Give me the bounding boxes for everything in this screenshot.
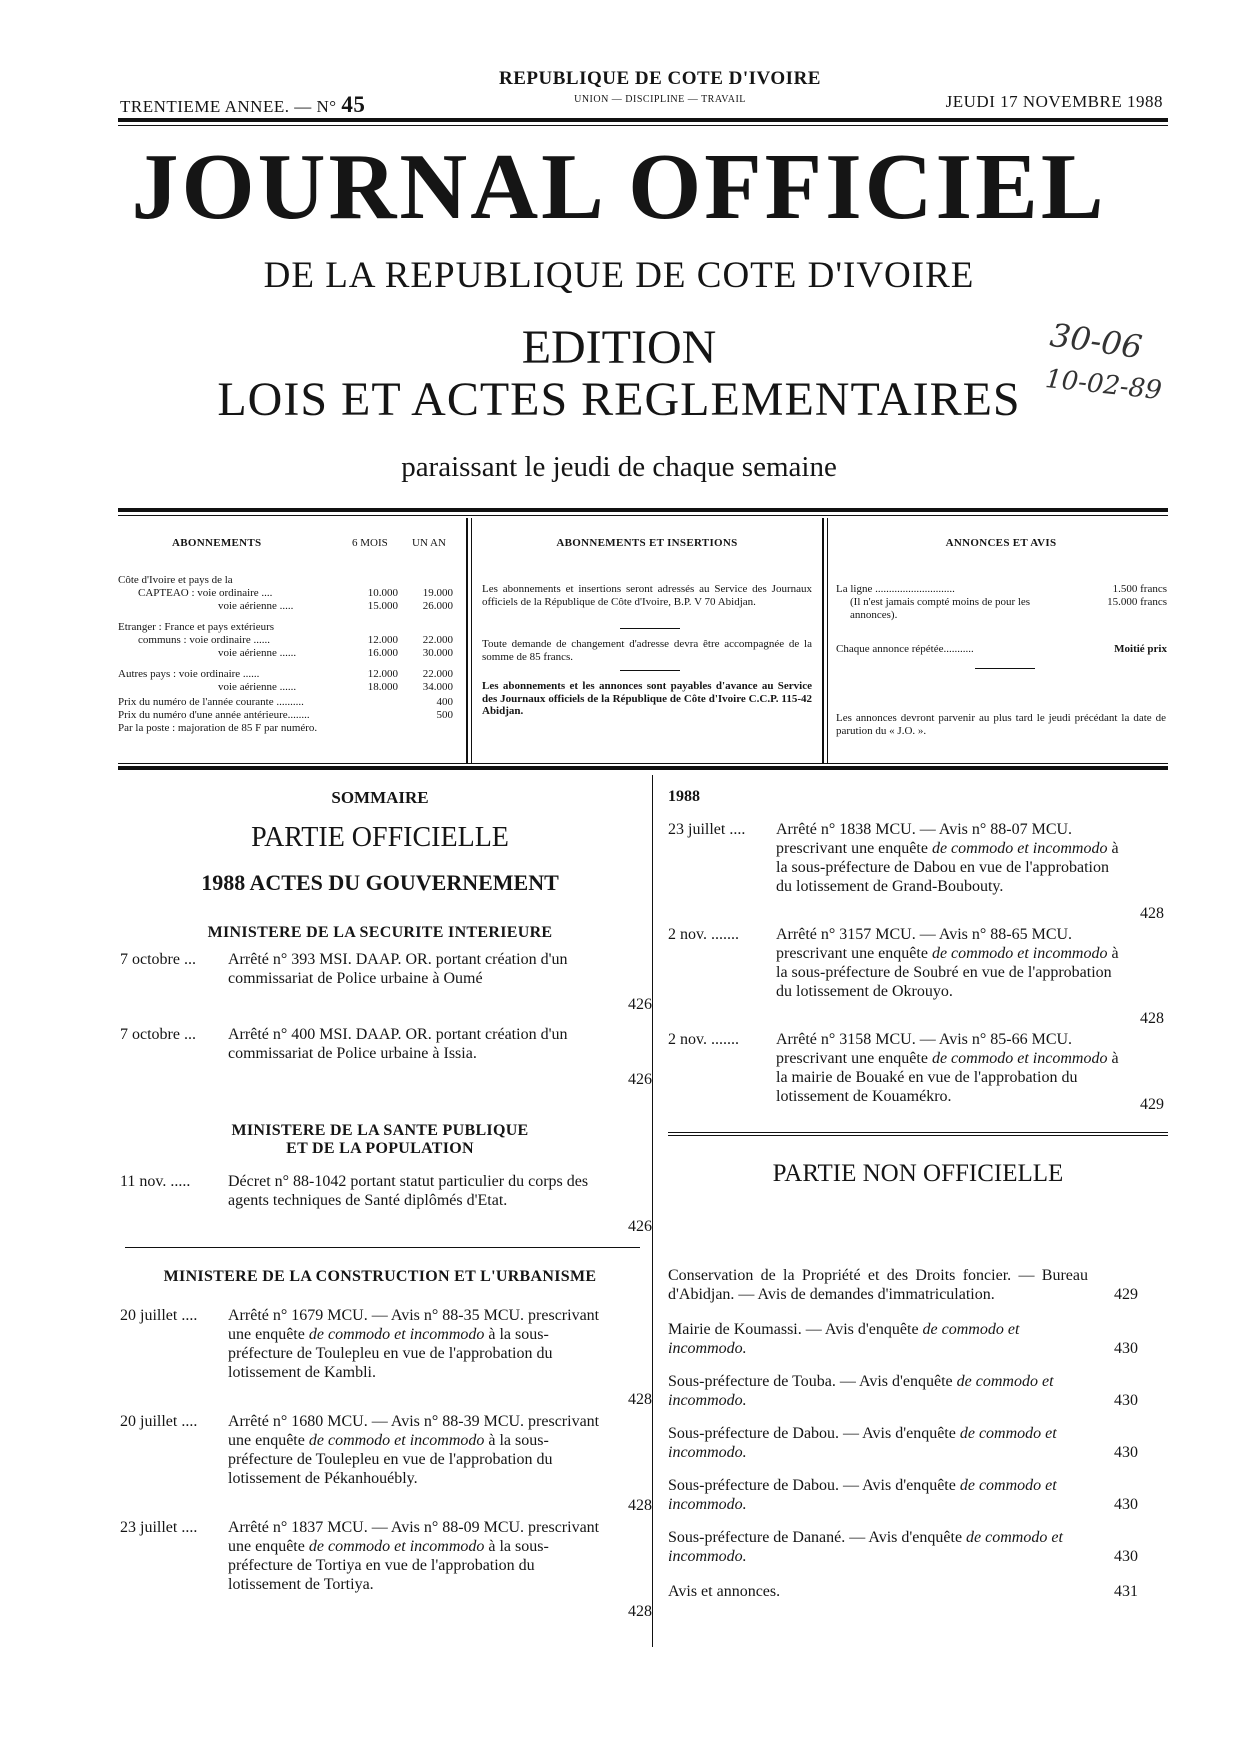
- subscription-price-1y: 26.000: [422, 600, 453, 612]
- list-item: Conservation de la Propriété et des Droits foncier. — Bureau d'Abidjan. — Avis de demandes d'immatriculation. 429: [668, 1267, 1138, 1303]
- handwritten-note: 30-06: [1047, 315, 1145, 367]
- subscription-label: voie aérienne ......: [218, 681, 297, 693]
- subscription-price-1y: 22.000: [422, 668, 453, 680]
- partie-separator: [668, 1132, 1168, 1133]
- subscription-price-1y: 30.000: [422, 647, 453, 659]
- masthead-rule-thin: [118, 125, 1168, 126]
- ministry-construction-heading: MINISTERE DE LA CONSTRUCTION ET L'URBANISME: [163, 1268, 597, 1285]
- journal-title: JOURNAL OFFICIEL: [131, 135, 1107, 239]
- annonces-heading: ANNONCES ET AVIS: [945, 537, 1057, 549]
- line-price: 1.500 francs: [1112, 583, 1167, 595]
- repeat-price: Moitié prix: [1114, 643, 1167, 655]
- subscription-price-6m: 12.000: [367, 668, 398, 680]
- subscription-label: Autres pays : voie ordinaire ......: [118, 668, 260, 680]
- insertions-address-change: Toute demande de changement d'adresse devra être accompagnée de la somme de 85 francs.: [482, 638, 812, 663]
- edition-name: LOIS ET ACTES REGLEMENTAIRES: [217, 373, 1021, 426]
- minimum-price: 15.000 francs: [1107, 596, 1167, 608]
- ministry-health-heading: MINISTERE DE LA SANTE PUBLIQUE ET DE LA POPULATION: [231, 1122, 529, 1157]
- subscription-price-6m: 15.000: [367, 600, 398, 612]
- subscription-label: Etranger : France et pays extérieurs: [118, 621, 275, 633]
- subscription-label: CAPTEAO : voie ordinaire ....: [138, 587, 273, 599]
- subscription-price-1y: 500: [436, 709, 453, 721]
- insertions-address: Les abonnements et insertions seront adressés au Service des Journaux officiels de la République de Côte d'Ivoire, B.P. V 70 Abidjan.: [482, 583, 812, 608]
- subscription-label: Prix du numéro de l'année courante ..........: [118, 696, 304, 708]
- block-bottom-rule: [118, 766, 1168, 770]
- list-item: Sous-préfecture de Dabou. — Avis d'enquête de commodo et incommodo. 430: [668, 1425, 1138, 1461]
- subscription-label: voie aérienne .....: [218, 600, 294, 612]
- block-top-rule: [118, 508, 1168, 512]
- subscription-label: Prix du numéro d'une année antérieure........: [118, 709, 310, 721]
- insertions-heading: ABONNEMENTS ET INSERTIONS: [556, 537, 738, 549]
- block-divider-right-thin: [827, 518, 828, 764]
- annonces-deadline: Les annonces devront parvenir au plus tard le jeudi précédant la date de parution du « J.O. ».: [836, 712, 1166, 737]
- subscription-price-1y: 400: [436, 696, 453, 708]
- partie-separator-2: [668, 1135, 1168, 1136]
- minimum-note: (Il n'est jamais compté moins de pour les annonces).: [850, 596, 1031, 621]
- block-top-rule-thin: [118, 515, 1168, 516]
- subscription-label: communs : voie ordinaire ......: [138, 634, 270, 646]
- right-year-label: 1988: [668, 788, 700, 805]
- section-separator: [125, 1247, 640, 1248]
- col-1-year: UN AN: [412, 537, 446, 549]
- republic-motto: UNION — DISCIPLINE — TRAVAIL: [574, 94, 746, 105]
- issue-date: JEUDI 17 NOVEMBRE 1988: [945, 92, 1163, 111]
- repeat-label: Chaque annonce répétée...........: [836, 643, 974, 655]
- line-price-label: La ligne .............................: [836, 583, 955, 595]
- subscriptions-heading: ABONNEMENTS: [172, 537, 262, 549]
- insertions-separator: [620, 628, 680, 629]
- subscription-price-6m: 18.000: [367, 681, 398, 693]
- publication-frequency: paraissant le jeudi de chaque semaine: [401, 451, 837, 483]
- list-item: Sous-préfecture de Dabou. — Avis d'enquête de commodo et incommodo. 430: [668, 1477, 1138, 1513]
- insertions-separator-2: [620, 670, 680, 671]
- subscription-price-6m: 16.000: [367, 647, 398, 659]
- subscription-label: Côte d'Ivoire et pays de la: [118, 574, 233, 586]
- masthead-rule: [118, 118, 1168, 122]
- republic-header: [470, 68, 850, 105]
- subscription-price-1y: 34.000: [422, 681, 453, 693]
- subscription-label: voie aérienne ......: [218, 647, 297, 659]
- edition-label: EDITION: [521, 321, 717, 374]
- subscription-price-6m: 12.000: [367, 634, 398, 646]
- ministry-security-heading: MINISTERE DE LA SECURITE INTERIEURE: [207, 924, 553, 941]
- subscription-price-6m: 10.000: [367, 587, 398, 599]
- subscription-label: Par la poste : majoration de 85 F par numéro.: [118, 722, 318, 734]
- issue-number: 45: [341, 92, 366, 117]
- list-item: Sous-préfecture de Danané. — Avis d'enquête de commodo et incommodo. 430: [668, 1529, 1138, 1565]
- annonces-separator: [975, 668, 1035, 669]
- partie-non-officielle-heading: PARTIE NON OFFICIELLE: [772, 1160, 1064, 1187]
- block-divider-left-thin: [471, 518, 472, 764]
- column-divider: [652, 775, 653, 1647]
- block-divider-left: [466, 518, 468, 764]
- block-bottom-rule-thin: [118, 763, 1168, 764]
- list-item: Sous-préfecture de Touba. — Avis d'enquête de commodo et incommodo. 430: [668, 1373, 1138, 1409]
- sommaire-heading: SOMMAIRE: [331, 788, 429, 807]
- handwritten-date: 10-02-89: [1043, 363, 1164, 407]
- insertions-payment: Les abonnements et les annonces sont payables d'avance au Service des Journaux officiels de la République de Côte d'Ivoire C.C.P. 115-42 Abidjan.: [482, 680, 812, 717]
- block-divider-right: [822, 518, 824, 764]
- journal-subtitle: DE LA REPUBLIQUE DE COTE D'IVOIRE: [263, 255, 975, 296]
- subscription-price-1y: 19.000: [422, 587, 453, 599]
- partie-officielle-heading: PARTIE OFFICIELLE: [251, 822, 509, 853]
- list-item: Mairie de Koumassi. — Avis d'enquête de commodo et incommodo. 430: [668, 1321, 1138, 1357]
- republic-name: REPUBLIQUE DE COTE D'IVOIRE: [499, 68, 821, 89]
- list-item: Avis et annonces. 431: [668, 1583, 1138, 1600]
- subscription-price-1y: 22.000: [422, 634, 453, 646]
- actes-heading: 1988 ACTES DU GOUVERNEMENT: [201, 870, 559, 895]
- volume-label: TRENTIEME ANNEE. — N° 45: [120, 92, 366, 117]
- col-6-months: 6 MOIS: [352, 537, 388, 549]
